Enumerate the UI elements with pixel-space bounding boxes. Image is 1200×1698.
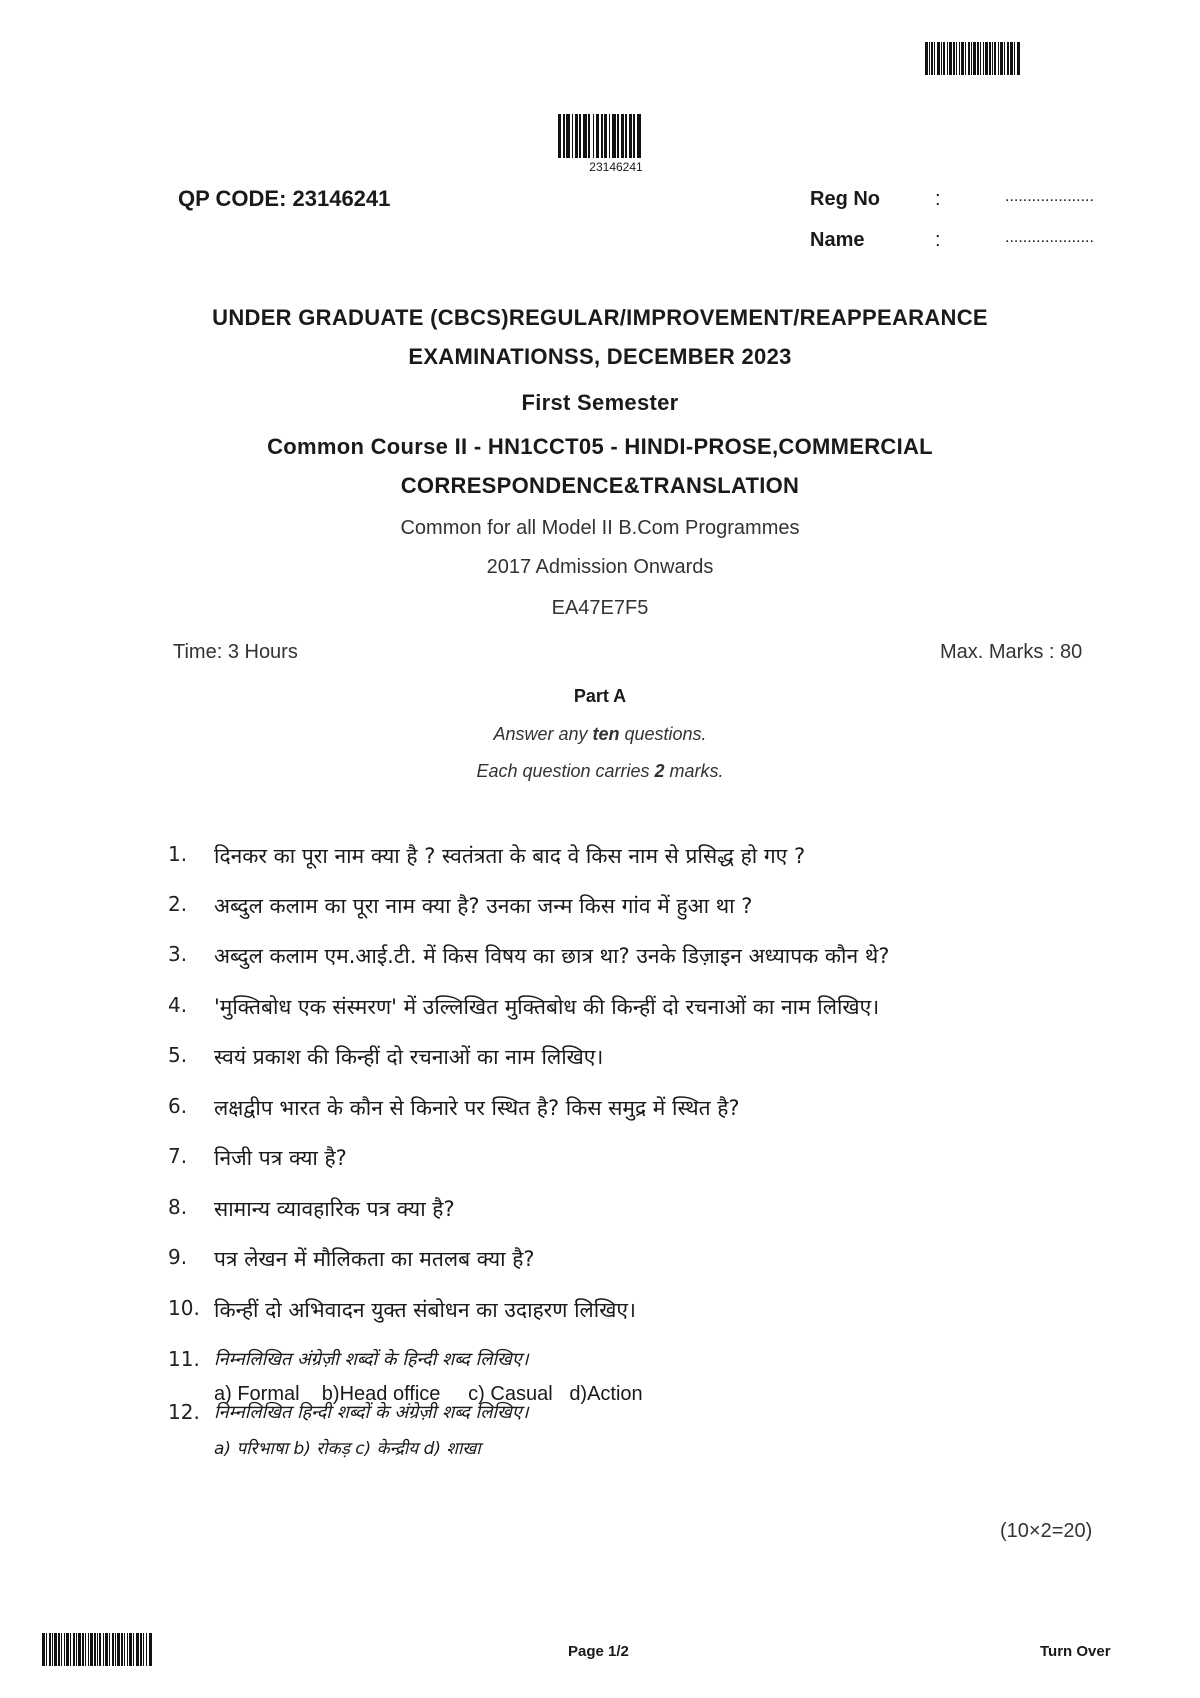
question-text: निम्नलिखित हिन्दी शब्दों के अंग्रेज़ी शब्द लिखिए। [214,1402,529,1423]
instruction-2 [0,761,1200,782]
part-heading: Part A [573,686,627,706]
name-colon: : [935,229,941,251]
time: Time: 3 Hours [173,641,298,663]
name-field: .................... [1005,229,1094,246]
question-number: 10. [168,1296,200,1320]
instruction-2-post: marks. [664,761,724,781]
semester: First Semester [521,390,679,415]
turn-over: Turn Over [1040,1643,1111,1660]
question-number: 3. [168,942,188,966]
instruction-1 [0,724,1200,745]
barcode-bar [149,1633,152,1666]
reg-no-colon: : [935,188,941,210]
question-number: 9. [168,1245,188,1269]
instruction-2-bold: 2 [654,761,665,781]
question-text: किन्हीं दो अभिवादन युक्त संबोधन का उदाहरण लिखिए। [214,1298,636,1322]
barcode-bar [637,114,641,158]
max-marks: Max. Marks : 80 [940,641,1083,663]
common-for: Common for all Model II B.Com Programmes [400,517,800,539]
reg-no-field: .................... [1005,188,1094,205]
admission: 2017 Admission Onwards [486,556,714,578]
barcode-number: 23146241 [589,160,643,174]
page-number: Page 1/2 [568,1643,629,1660]
question-number: 12. [168,1400,200,1424]
question-text: अब्दुल कलाम का पूरा नाम क्या है? उनका जन्म किस गांव में हुआ था ? [214,894,753,918]
question-number: 1. [168,842,188,866]
question-number: 5. [168,1043,188,1067]
question-text: दिनकर का पूरा नाम क्या है ? स्वतंत्रता के बाद वे किस नाम से प्रसिद्ध हो गए ? [214,844,806,868]
barcode-bar [1017,42,1020,75]
instruction-1-pre: Answer any [493,724,593,744]
barcode-center [558,114,641,158]
exam-title-line2: EXAMINATIONSS, DECEMBER 2023 [408,344,792,369]
course-line1: Common Course II - HN1CCT05 - HINDI-PROSE,COMMERCIAL [267,434,933,459]
question-text: निम्नलिखित अंग्रेज़ी शब्दों के हिन्दी शब्द लिखिए। [214,1349,529,1370]
barcode-top-right [925,42,1020,75]
question-number: 11. [168,1347,200,1371]
name-label: Name [810,229,865,251]
question-text: 'मुक्तिबोध एक संस्मरण' में उल्लिखित मुक्तिबोध की किन्हीं दो रचनाओं का नाम लिखिए। [214,995,880,1019]
question-text: स्वयं प्रकाश की किन्हीं दो रचनाओं का नाम लिखिए। [214,1045,604,1069]
question-text: लक्षद्वीप भारत के कौन से किनारे पर स्थित है? किस समुद्र में स्थित है? [214,1096,740,1120]
question-text: अब्दुल कलाम एम.आई.टी. में किस विषय का छात्र था? उनके डिज़ाइन अध्यापक कौन थे? [214,944,890,968]
question-sub-options: a) परिभाषा b) रोकड़ c) केन्द्रीय d) शाखा [214,1439,481,1459]
question-number: 2. [168,892,188,916]
marks-total: (10×2=20) [1000,1520,1093,1542]
question-number: 4. [168,993,188,1017]
question-number: 6. [168,1094,188,1118]
question-text: पत्र लेखन में मौलिकता का मतलब क्या है? [214,1247,535,1271]
qp-code: QP CODE: 23146241 [178,186,391,211]
reg-no-label: Reg No [810,188,880,210]
question-text: निजी पत्र क्या है? [214,1146,347,1170]
instruction-1-bold: ten [592,724,620,744]
paper-code: EA47E7F5 [551,597,649,619]
question-number: 8. [168,1195,188,1219]
question-text: सामान्य व्यावहारिक पत्र क्या है? [214,1197,455,1221]
instruction-1-post: questions. [619,724,707,744]
barcode-bottom-left [42,1633,152,1666]
question-number: 7. [168,1144,188,1168]
question-sub-options: a) Formal b)Head office c) Casual d)Action [214,1383,643,1405]
exam-title-line1: UNDER GRADUATE (CBCS)REGULAR/IMPROVEMENT/REAPPEARANCE [212,305,988,330]
course-line2: CORRESPONDENCE&TRANSLATION [400,473,800,498]
instruction-2-pre: Each question carries [476,761,655,781]
